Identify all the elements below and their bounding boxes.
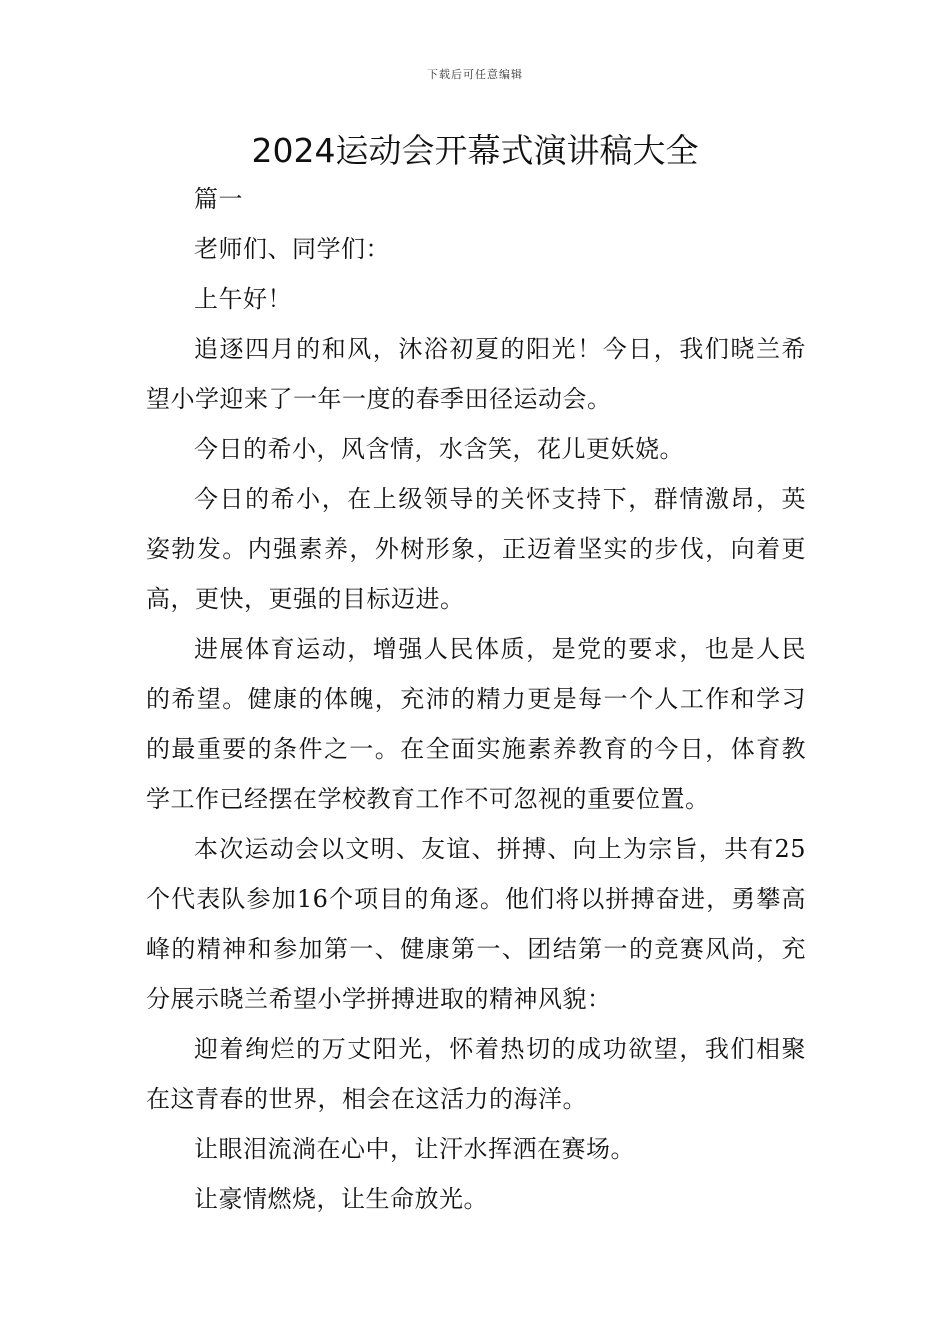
paragraph: 让豪情燃烧，让生命放光。: [194, 1185, 488, 1213]
paragraph: 进展体育运动，增强人民体质，是党的要求，也是人民的希望。健康的体魄，充沛的精力更是每一个人工作和学习的最重要的条件之一。在全面实施素养教育的今日，体育教学工作已经摆在学校教育工作不可忽视的重要位置。: [146, 635, 806, 813]
paragraph: 迎着绚烂的万丈阳光，怀着热切的成功欲望，我们相聚在这青春的世界，相会在这活力的海洋。: [146, 1035, 806, 1113]
paragraph: 今日的希小，在上级领导的关怀支持下，群情激昂，英姿勃发。内强素养，外树形象，正迈着坚实的步伐，向着更高，更快，更强的目标迈进。: [146, 485, 806, 613]
page-header-note: 下载后可任意编辑: [427, 68, 523, 81]
paragraph: 上午好！: [194, 285, 292, 313]
document-body: [146, 174, 806, 1224]
paragraph: 追逐四月的和风，沐浴初夏的阳光！今日，我们晓兰希望小学迎来了一年一度的春季田径运动会。: [146, 335, 806, 413]
paragraph: 今日的希小，风含情，水含笑，花儿更妖娆。: [194, 435, 684, 463]
document-title: 2024运动会开幕式演讲稿大全: [251, 131, 699, 170]
paragraph: 老师们、同学们：: [194, 235, 390, 263]
paragraph: 让眼泪流淌在心中，让汗水挥洒在赛场。: [194, 1135, 635, 1163]
paragraph: 本次运动会以文明、友谊、拼搏、向上为宗旨，共有25个代表队参加16个项目的角逐。他们将以拼搏奋进，勇攀高峰的精神和参加第一、健康第一、团结第一的竞赛风尚，充分展示晓兰希望小学拼搏进取的精神风貌：: [146, 835, 806, 1013]
paragraph: 篇一: [194, 185, 243, 213]
